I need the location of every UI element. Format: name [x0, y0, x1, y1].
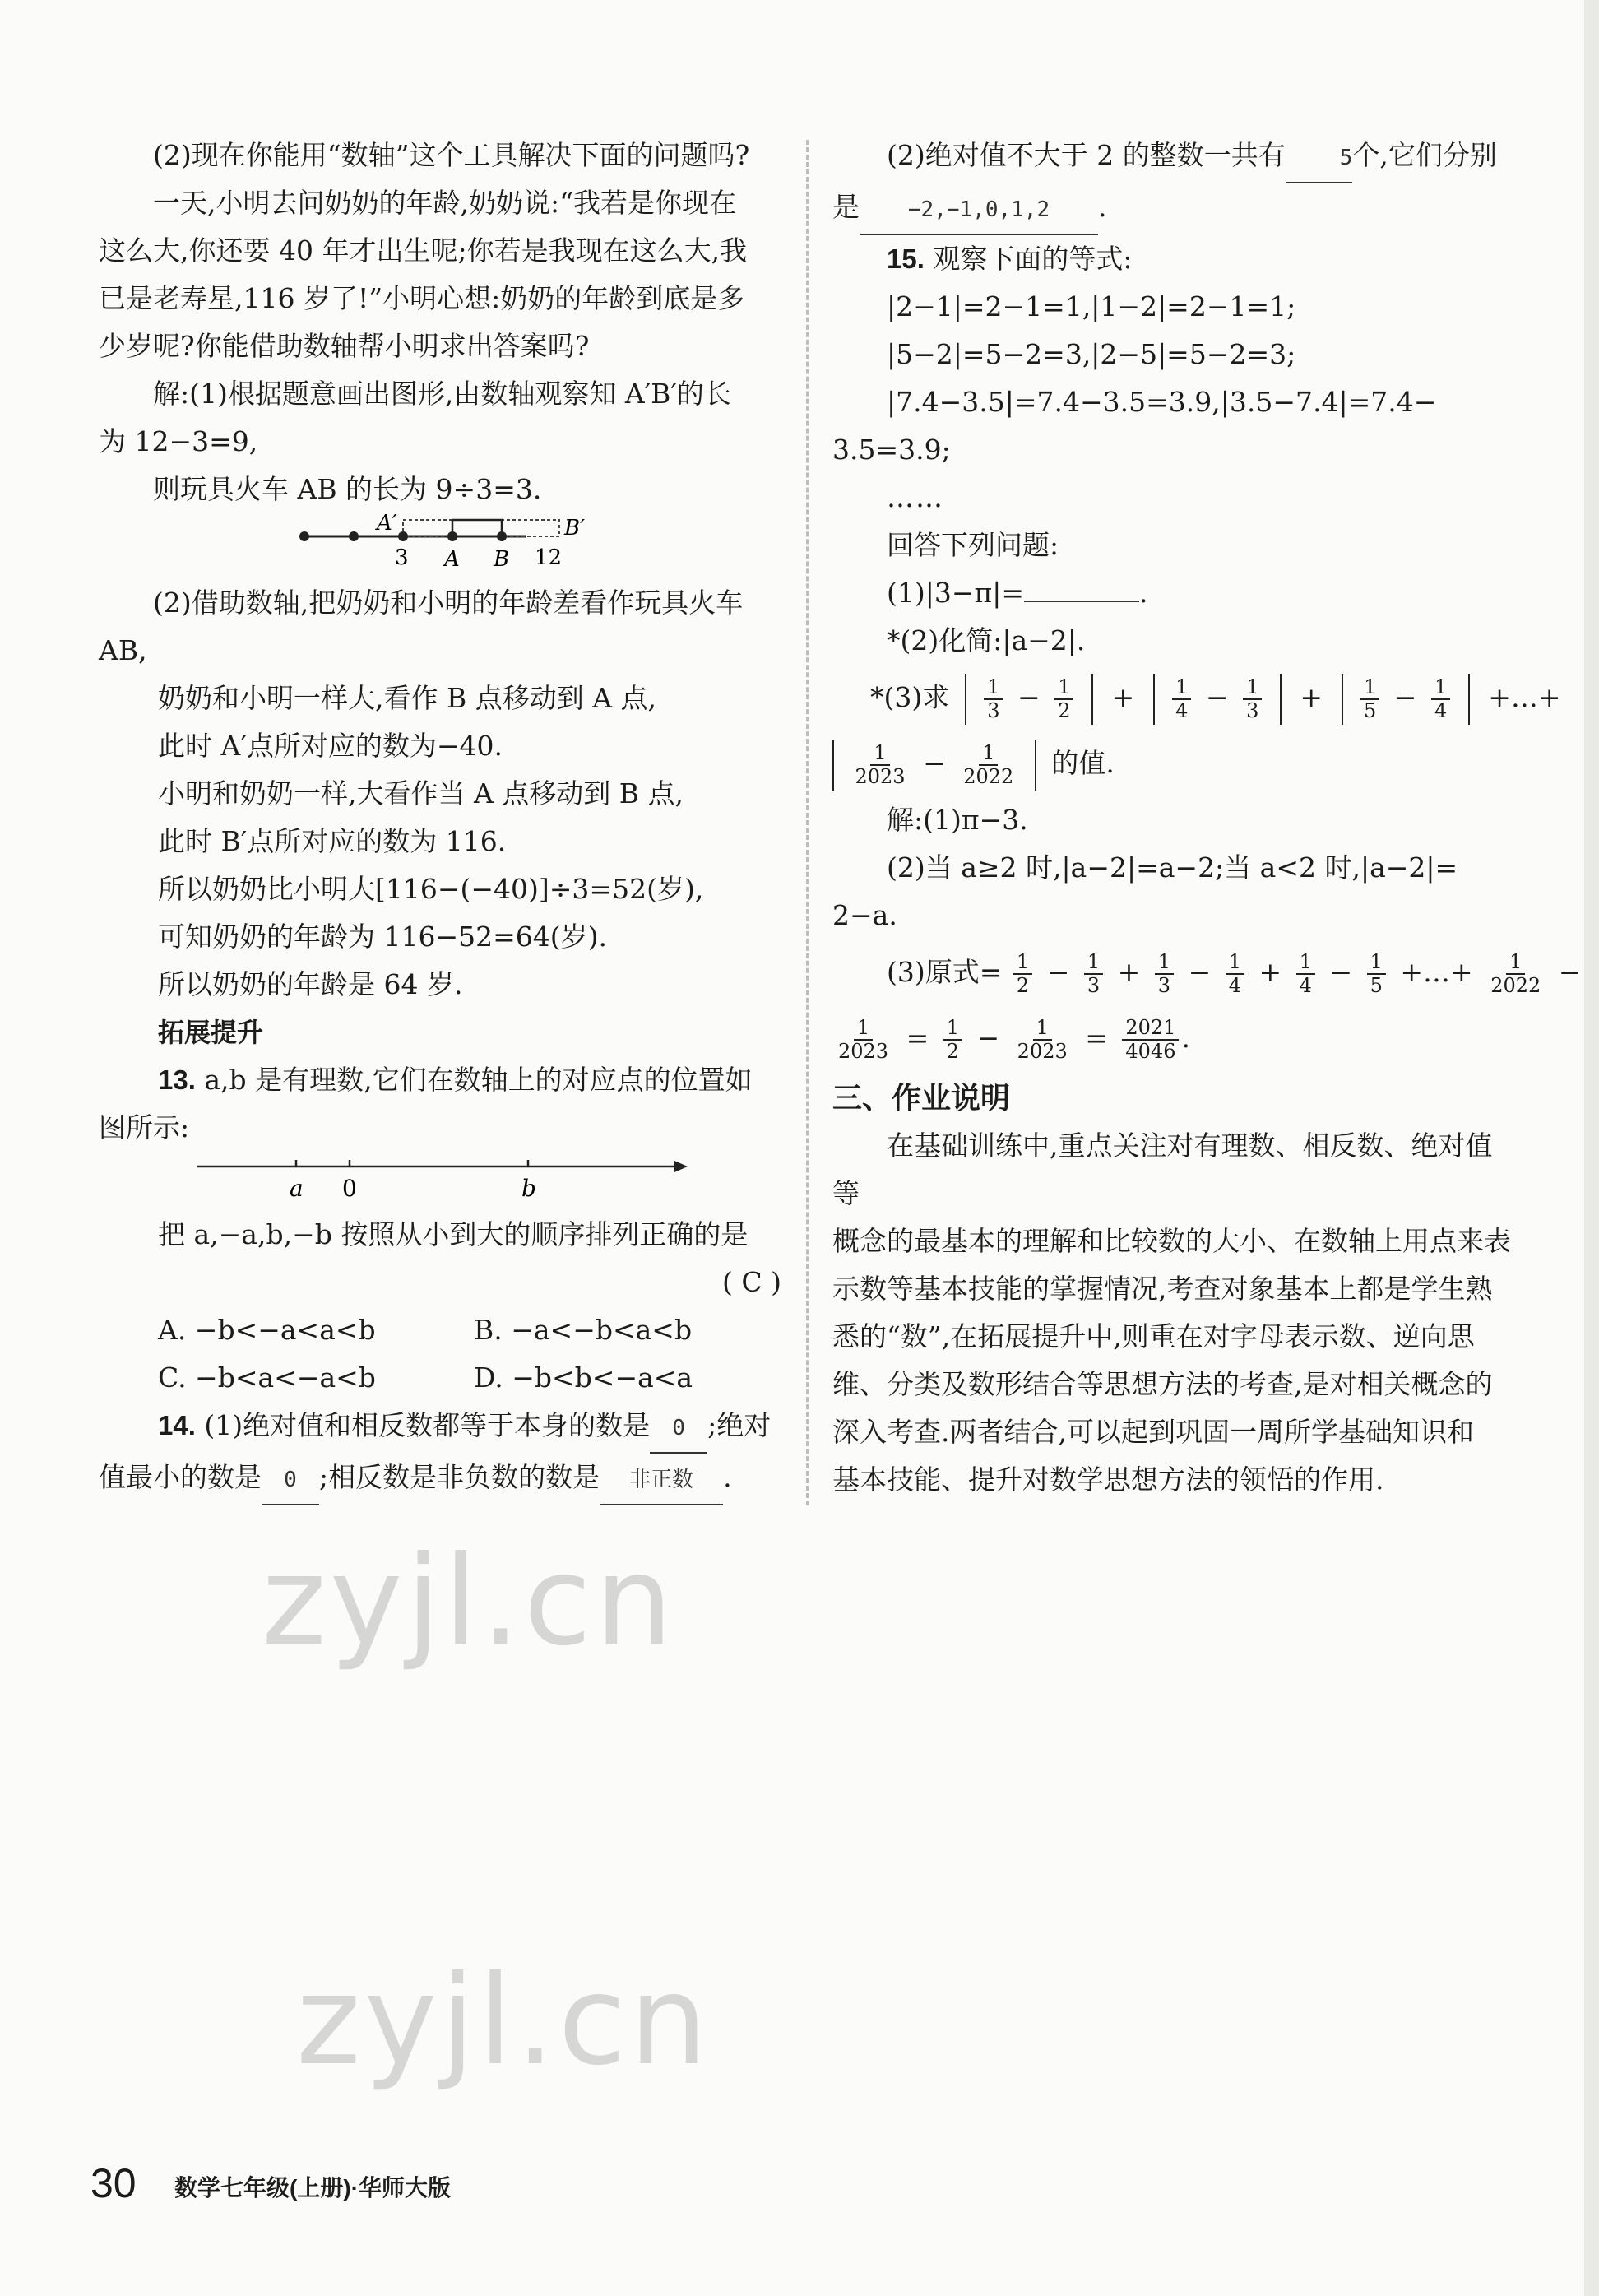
operator: +: [1258, 956, 1282, 988]
point-b: [497, 531, 507, 541]
fraction: [1084, 951, 1103, 997]
axis-arrow: [674, 1161, 688, 1172]
equation-line: |7.4−3.5|=7.4−3.5=3.9,|3.5−7.4|=7.4−: [887, 386, 1437, 418]
answer-line: 解:(1)π−3.: [887, 804, 1028, 836]
denominator: 4: [1299, 974, 1312, 997]
numerator: 1: [1084, 951, 1103, 975]
right-column: [832, 132, 1582, 1504]
numerator: 1: [854, 1017, 873, 1041]
denominator: 3: [987, 699, 1000, 722]
note-line: 维、分类及数形结合等思想方法的考查,是对相关概念的: [832, 1368, 1493, 1400]
numerator: 1: [1155, 951, 1174, 975]
operator: −: [1205, 681, 1229, 713]
operator: −: [1329, 956, 1353, 988]
fraction: [1360, 676, 1379, 722]
operator: −: [1046, 956, 1070, 988]
note-line: 示数等基本技能的掌握情况,考查对象基本上都是学生熟: [832, 1273, 1493, 1305]
story-line: 已是老寿星,116 岁了!”小明心想:奶奶的年龄到底是多: [99, 282, 745, 314]
operator: +: [1117, 956, 1141, 988]
fraction: [1122, 1017, 1179, 1063]
abs-bar: [1035, 740, 1036, 791]
equation-line: |2−1|=2−1=1,|1−2|=2−1=1;: [887, 290, 1296, 322]
fraction: [1243, 676, 1262, 722]
operator: −: [1188, 956, 1212, 988]
denominator: 3: [1157, 974, 1171, 997]
fraction: [852, 742, 909, 788]
abs-bar: [965, 674, 966, 725]
story-line: 少岁呢?你能借助数轴帮小明求出答案吗?: [99, 330, 590, 362]
column-divider: [806, 140, 809, 1505]
q15-title: 观察下面的等式:: [933, 243, 1133, 275]
q13-text: a,b 是有理数,它们在数轴上的对应点的位置如: [204, 1064, 753, 1096]
solution-line: 此时 A′点所对应的数为−40.: [158, 730, 503, 762]
period: .: [1181, 1022, 1190, 1054]
answer-blank: 5: [1286, 134, 1353, 183]
option-c: C. −b<a<−a<b: [158, 1361, 376, 1394]
abs-bar: [832, 740, 834, 791]
numerator: 1: [943, 1017, 962, 1041]
operator: −: [1558, 956, 1582, 988]
label-a: A: [444, 547, 460, 572]
q13-options-row: [99, 1354, 790, 1402]
q14-text: 个,它们分别: [1352, 139, 1497, 171]
denominator: 4: [1434, 699, 1448, 722]
denominator: 4046: [1125, 1040, 1176, 1063]
story-line: 一天,小明去问奶奶的年龄,奶奶说:“我若是你现在: [153, 187, 736, 219]
solution-line: 可知奶奶的年龄为 116−52=64(岁).: [158, 921, 607, 953]
q15-title-line: [832, 235, 1515, 283]
q15-text: .: [1138, 577, 1148, 609]
equation-line: 3.5=3.9;: [832, 434, 951, 466]
fraction: [1155, 951, 1174, 997]
option-b: B. −a<−b<a<b: [474, 1314, 693, 1346]
point-a: [447, 531, 457, 541]
fraction: [835, 1017, 892, 1063]
q14-text: .: [723, 1461, 732, 1493]
label-b: B: [494, 547, 510, 572]
solution-line: 所以奶奶比小明大[116−(−40)]÷3=52(岁),: [158, 873, 704, 905]
numerator: 1: [1033, 1017, 1052, 1041]
answer-expression: [832, 1005, 1515, 1071]
numerator: 1: [1506, 951, 1525, 975]
operator: −: [976, 1022, 1000, 1054]
solution-line: 所以奶奶的年龄是 64 岁.: [158, 968, 463, 1000]
answer-line: 2−a.: [832, 899, 897, 931]
denominator: 2023: [1017, 1040, 1068, 1063]
numerator: 1: [1360, 676, 1379, 700]
q15-text: *(3)求: [870, 681, 950, 713]
denominator: 3: [1087, 974, 1101, 997]
page-number: 30: [90, 2160, 137, 2206]
abs-bar: [1468, 674, 1470, 725]
label-a: a: [290, 1175, 304, 1202]
answer-blank: 0: [262, 1456, 319, 1505]
denominator: 5: [1364, 699, 1377, 722]
operator: =: [1085, 1022, 1108, 1054]
q13-line: [99, 1056, 790, 1104]
fraction: [1367, 951, 1386, 997]
fraction: [1172, 676, 1191, 722]
numerator: 1: [1243, 676, 1262, 700]
q12-part2-title: (2)现在你能用“数轴”这个工具解决下面的问题吗?: [153, 139, 750, 171]
ab-number-line-svg: [99, 1152, 790, 1211]
solution-line: 小明和奶奶一样,大看作当 A 点移动到 B 点,: [158, 777, 684, 809]
operator: −: [923, 747, 946, 779]
section-heading-extension: 拓展提升: [158, 1018, 264, 1047]
option-a: A. −b<−a<a<b: [158, 1314, 376, 1346]
q15-part3-expression: [832, 665, 1561, 731]
operator: +: [1300, 681, 1323, 713]
ellipsis: ……: [887, 481, 944, 513]
numerator: 1: [870, 742, 889, 766]
label-3: 3: [395, 545, 409, 570]
operator: +…+: [1488, 681, 1561, 713]
fraction: [1014, 1017, 1071, 1063]
numerator: 1: [1296, 951, 1315, 975]
note-line: 概念的最基本的理解和比较数的大小、在数轴上用点来表: [832, 1225, 1511, 1257]
numerator: 2021: [1122, 1017, 1179, 1041]
q14-line: [99, 1454, 790, 1505]
note-line: 在基础训练中,重点关注对有理数、相反数、绝对值等: [832, 1129, 1493, 1209]
solution-line: 解:(1)根据题意画出图形,由数轴观察知 A′B′的长: [153, 378, 731, 410]
q14-number: 14.: [158, 1410, 196, 1440]
book-title-footer: 数学七年级(上册)·华师大版: [174, 2175, 451, 2201]
watermark: zyjl.cn: [262, 1530, 677, 1673]
ab-number-line-figure: [99, 1152, 790, 1211]
fraction: [960, 742, 1017, 788]
solution-line: 此时 B′点所对应的数为 116.: [158, 825, 507, 857]
q15-part3-expression: [832, 731, 1515, 796]
answer-blank: −2,−1,0,1,2: [860, 186, 1098, 235]
denominator: 2: [1016, 974, 1030, 997]
point-3: [398, 531, 408, 541]
section-heading-homework: 三、作业说明: [832, 1081, 1011, 1115]
numerator: 1: [1367, 951, 1386, 975]
abs-bar: [1153, 674, 1155, 725]
denominator: 2022: [1490, 974, 1541, 997]
answer-line: (2)当 a≥2 时,|a−2|=a−2;当 a<2 时,|a−2|=: [887, 851, 1458, 884]
fraction: [1013, 951, 1032, 997]
numerator: 1: [984, 676, 1003, 700]
equation-line: |5−2|=5−2=3,|2−5|=5−2=3;: [887, 338, 1296, 370]
abs-bar: [1280, 674, 1282, 725]
left-column: [99, 132, 790, 1505]
solution-line: 则玩具火车 AB 的长为 9÷3=3.: [153, 473, 542, 505]
q14-text: 值最小的数是: [99, 1461, 262, 1493]
denominator: 2022: [963, 765, 1014, 788]
numerator: 1: [1226, 951, 1244, 975]
answer-blank: 0: [650, 1404, 707, 1454]
solution-line: (2)借助数轴,把奶奶和小明的年龄差看作玩具火车: [153, 587, 744, 619]
numerator: 1: [1013, 951, 1032, 975]
train-number-line-figure: [99, 513, 790, 579]
q14-part2-line: [832, 132, 1515, 183]
train-ab: [452, 520, 502, 536]
note-line: 基本技能、提升对数学思想方法的领悟的作用.: [832, 1463, 1384, 1496]
denominator: 4: [1175, 699, 1189, 722]
denominator: 3: [1246, 699, 1259, 722]
fraction: [1226, 951, 1244, 997]
q14-text: (2)绝对值不大于 2 的整数一共有: [887, 139, 1286, 171]
q14-text: .: [1098, 191, 1107, 223]
q15-number: 15.: [887, 244, 925, 274]
axis-point: [349, 531, 359, 541]
numerator: 1: [1431, 676, 1450, 700]
answer-blank-empty: [1024, 601, 1139, 602]
watermark: zyjl.cn: [296, 1950, 711, 2093]
operator: +…+: [1400, 956, 1473, 988]
note-line: 深入考查.两者结合,可以起到巩固一周所学基础知识和: [832, 1416, 1474, 1448]
q13-line: 把 a,−a,b,−b 按照从小到大的顺序排列正确的是: [158, 1218, 749, 1250]
abs-bar: [1342, 674, 1343, 725]
operator: +: [1111, 681, 1135, 713]
denominator: 4: [1228, 974, 1241, 997]
option-d: D. −b<b<−a<a: [474, 1361, 693, 1394]
q14-line: [99, 1402, 790, 1454]
q13-options-row: [99, 1306, 790, 1354]
denominator: 2: [946, 1040, 960, 1063]
numerator: 1: [979, 742, 998, 766]
q14-text: ;相反数是非负数的数是: [319, 1461, 600, 1493]
answer-expression: [832, 939, 1582, 1005]
train-a-prime-b-prime: [403, 520, 559, 536]
q15-text: 的值.: [1051, 747, 1115, 779]
denominator: 2023: [855, 765, 906, 788]
fraction: [1054, 676, 1073, 722]
fraction: [1296, 951, 1315, 997]
fraction: [943, 1017, 962, 1063]
numerator: 1: [1172, 676, 1191, 700]
denominator: 2023: [838, 1040, 889, 1063]
denominator: 2: [1058, 699, 1071, 722]
numerator: 1: [1054, 676, 1073, 700]
fraction: [1487, 951, 1544, 997]
q14-text: (1)绝对值和相反数都等于本身的数是: [204, 1409, 651, 1441]
operator: −: [1393, 681, 1417, 713]
denominator: 5: [1370, 974, 1383, 997]
answer-blank: 非正数: [600, 1456, 723, 1505]
operator: =: [906, 1022, 929, 1054]
axis-point: [299, 531, 309, 541]
story-line: 这么大,你还要 40 年才出生呢;你若是我现在这么大,我: [99, 234, 748, 267]
answer-text: (3)原式=: [887, 956, 1003, 988]
page-edge: [1584, 0, 1599, 2296]
q13-answer: ( C ): [722, 1266, 781, 1298]
question-prompt: 回答下列问题:: [887, 529, 1059, 561]
q13-number: 13.: [158, 1065, 196, 1095]
fraction: [1431, 676, 1450, 722]
fraction: [984, 676, 1003, 722]
train-number-line-svg: [99, 513, 790, 579]
label-12: 12: [535, 545, 563, 570]
label-b-prime: B′: [564, 516, 586, 540]
q14-text: ;绝对: [707, 1409, 772, 1441]
q14-part2-line: [832, 183, 1515, 235]
label-b: b: [521, 1175, 536, 1202]
q15-text: (1)|3−π|=: [887, 577, 1024, 609]
label-a-prime: A′: [377, 513, 397, 536]
q15-part1: [832, 569, 1515, 617]
note-line: 悉的“数”,在拓展提升中,则重在对字母表示数、逆向思: [832, 1320, 1475, 1352]
q15-part2: *(2)化简:|a−2|.: [887, 624, 1086, 656]
operator: −: [1017, 681, 1041, 713]
solution-line: 为 12−3=9,: [99, 425, 258, 457]
abs-bar: [1091, 674, 1093, 725]
solution-line: 奶奶和小明一样大,看作 B 点移动到 A 点,: [158, 682, 657, 714]
q14-text: 是: [832, 191, 860, 223]
solution-line: AB,: [99, 634, 147, 666]
label-0: 0: [342, 1175, 357, 1202]
q13-line: 图所示:: [99, 1111, 190, 1143]
